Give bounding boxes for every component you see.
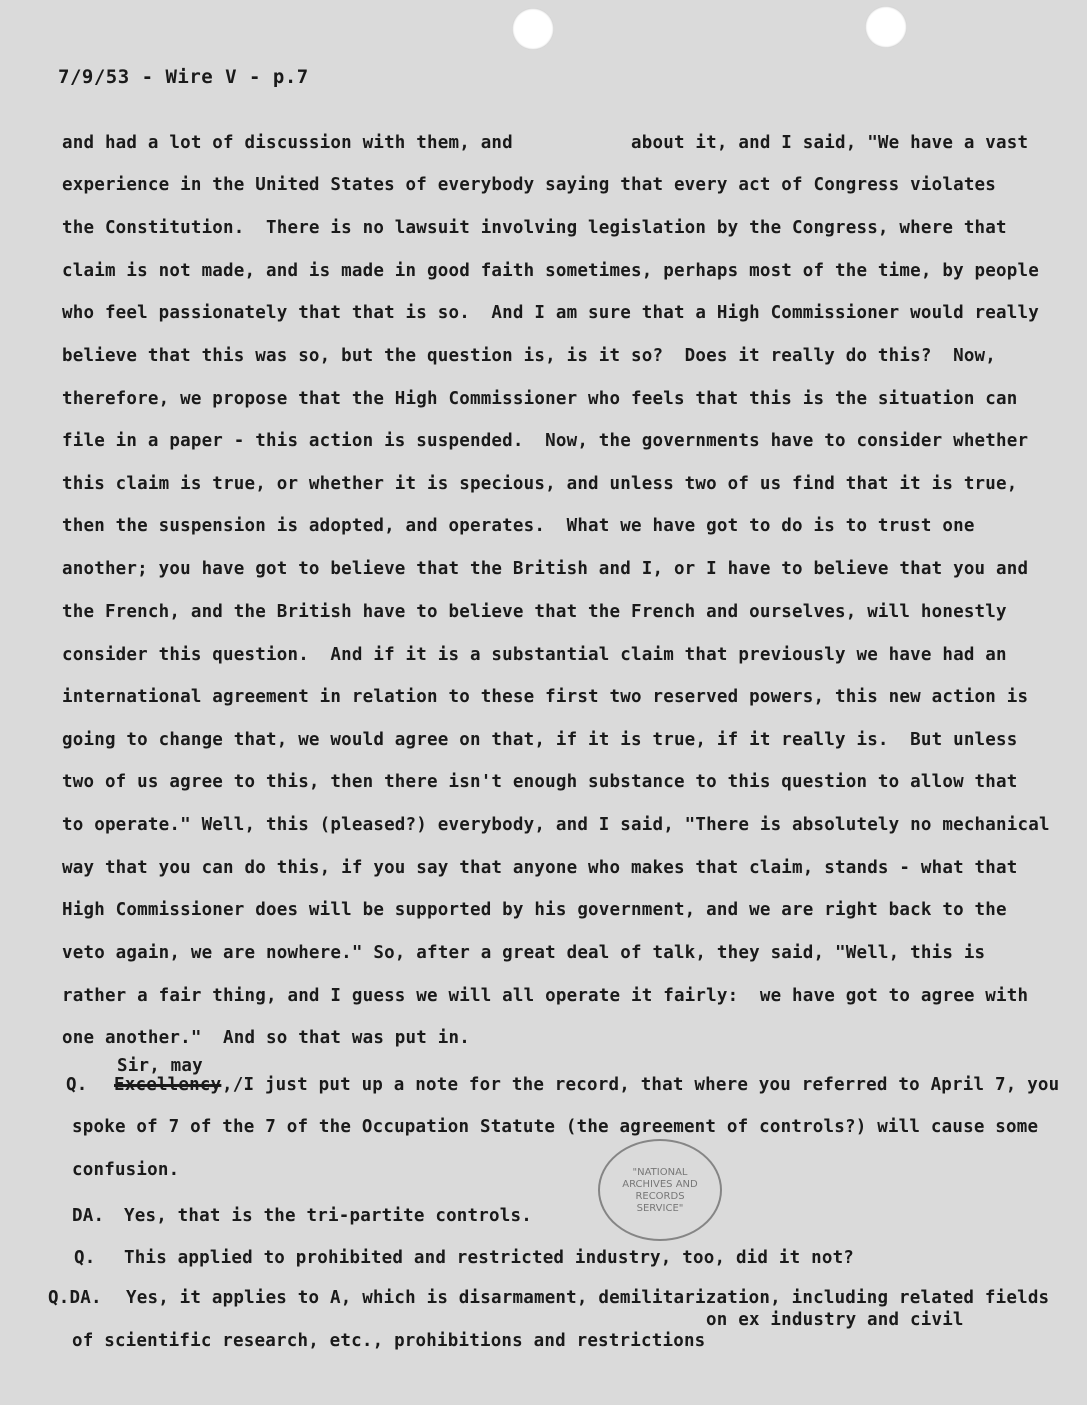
punch-hole-left bbox=[512, 8, 554, 50]
q1-line-2: spoke of 7 of the 7 of the Occupation Statute (the agreement of controls?) will cause some bbox=[72, 1117, 1039, 1137]
body-line: then the suspension is adopted, and operates. What we have got to do is to trust one bbox=[62, 516, 975, 536]
body-line: and had a lot of discussion with them, and about it, and I said, "We have a vast bbox=[62, 133, 1029, 153]
q1-struck-word: Excellency bbox=[114, 1075, 222, 1095]
q1-label: Q. bbox=[66, 1075, 88, 1095]
q1-text: ,/I just put up a note for the record, that where you referred to April 7, you bbox=[222, 1075, 1060, 1095]
q3-text: Yes, it applies to A, which is disarmament, demilitarization, including related fields bbox=[126, 1288, 1050, 1308]
body-line: the French, and the British have to believe that the French and ourselves, will honestly bbox=[62, 602, 1007, 622]
body-line: this claim is true, or whether it is specious, and unless two of us find that it is true, bbox=[62, 474, 1018, 494]
q2-text: This applied to prohibited and restricted industry, too, did it not? bbox=[124, 1248, 855, 1268]
da-label: DA. bbox=[72, 1206, 105, 1226]
body-line: two of us agree to this, then there isn't enough substance to this question to allow that bbox=[62, 772, 1018, 792]
body-line: one another." And so that was put in. bbox=[62, 1028, 470, 1048]
handwritten-insert-sir-may: Sir, may bbox=[117, 1056, 203, 1076]
q3-line-2: of scientific research, etc., prohibitions and restrictions bbox=[72, 1331, 706, 1351]
body-line: veto again, we are nowhere." So, after a great deal of talk, they said, "Well, this is bbox=[62, 943, 986, 963]
q3-label: Q.DA. bbox=[48, 1288, 102, 1308]
page-header: 7/9/53 - Wire V - p.7 bbox=[58, 66, 309, 88]
body-line: experience in the United States of everybody saying that every act of Congress violates bbox=[62, 175, 997, 195]
body-line: therefore, we propose that the High Commissioner who feels that this is the situation can bbox=[62, 389, 1018, 409]
body-line: the Constitution. There is no lawsuit involving legislation by the Congress, where that bbox=[62, 218, 1007, 238]
q1-line-3: confusion. bbox=[72, 1160, 180, 1180]
body-line: another; you have got to believe that the British and I, or I have to believe that you and bbox=[62, 559, 1029, 579]
body-line: way that you can do this, if you say that anyone who makes that claim, stands - what that bbox=[62, 858, 1018, 878]
da-text: Yes, that is the tri-partite controls. bbox=[124, 1206, 532, 1226]
body-line: rather a fair thing, and I guess we will all operate it fairly: we have got to agree with bbox=[62, 986, 1029, 1006]
q2-label: Q. bbox=[74, 1248, 96, 1268]
body-line: claim is not made, and is made in good faith sometimes, perhaps most of the time, by people bbox=[62, 261, 1039, 281]
q3-insert: on ex industry and civil bbox=[706, 1310, 964, 1330]
body-line: to operate." Well, this (pleased?) everybody, and I said, "There is absolutely no mechanical bbox=[62, 815, 1050, 835]
body-line: who feel passionately that that is so. And I am sure that a High Commissioner would really bbox=[62, 303, 1039, 323]
body-line: High Commissioner does will be supported by his government, and we are right back to the bbox=[62, 900, 1007, 920]
archive-stamp bbox=[598, 1139, 722, 1241]
stamp-inner-text: "NATIONAL ARCHIVES AND RECORDS SERVICE" bbox=[622, 1167, 698, 1214]
body-line: going to change that, we would agree on that, if it is true, if it really is. But unless bbox=[62, 730, 1018, 750]
body-line: file in a paper - this action is suspended. Now, the governments have to consider whether bbox=[62, 431, 1029, 451]
body-line: international agreement in relation to these first two reserved powers, this new action is bbox=[62, 687, 1029, 707]
punch-hole-right bbox=[865, 6, 907, 48]
body-line: believe that this was so, but the question is, is it so? Does it really do this? Now, bbox=[62, 346, 997, 366]
body-line: consider this question. And if it is a substantial claim that previously we have had an bbox=[62, 645, 1007, 665]
